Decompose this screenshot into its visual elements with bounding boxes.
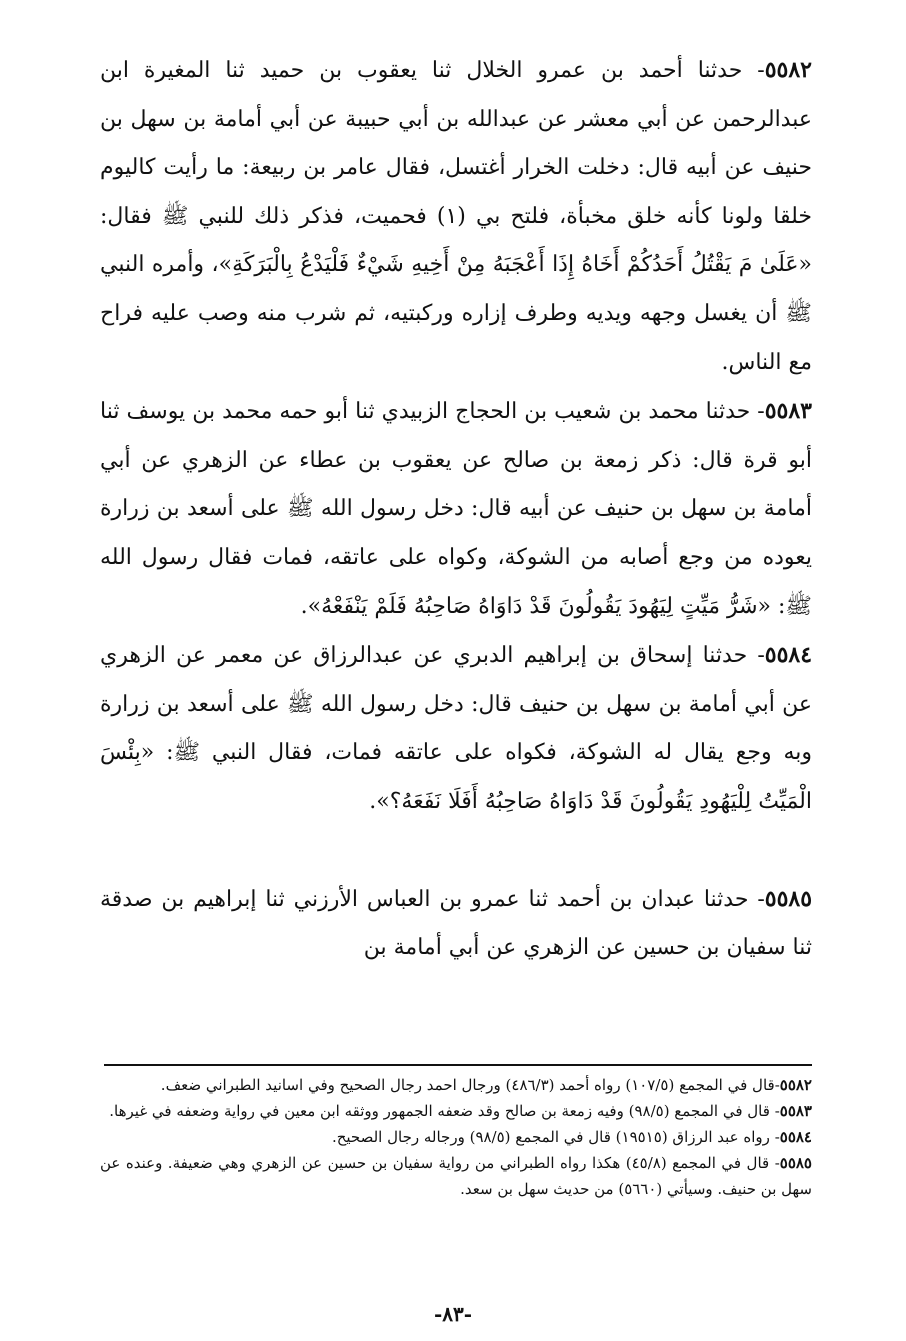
main-text: [100, 46, 812, 973]
hadith-number: ٥٥٨٣: [764, 398, 812, 425]
hadith-separator: -: [757, 886, 765, 912]
hadith-5584: [100, 631, 812, 826]
hadith-number: ٥٥٨٢: [764, 57, 812, 83]
footnote-5584: [100, 1124, 812, 1150]
hadith-quote: «بِئْسَ الْمَيِّتُ لِلْيَهُودِ يَقُولُونَ قَدْ دَاوَاهُ صَاحِبُهُ أَفَلَا نَفَعَهُ؟»: [100, 740, 812, 814]
hadith-number: ٥٥٨٥: [764, 885, 813, 912]
hadith-isnad: حدثنا عبدان بن أحمد ثنا عمرو بن العباس الأرزني ثنا إبراهيم بن صدقة ثنا سفيان بن حسين عن الزهري عن أبي أمامة بن: [100, 886, 812, 961]
page-number: -٨٣-: [433, 1302, 473, 1326]
footnote-5585: [100, 1150, 812, 1202]
hadith-isnad: حدثنا أحمد بن عمرو الخلال ثنا يعقوب بن حميد ثنا المغيرة ابن عبدالرحمن عن أبي معشر عن عبدالله بن أبي حبيبة عن أبي أمامة بن سهل بن حنيف عن أبيه قال: دخلت الخرار أغتسل، فقال عامر بن ربيعة: ما رأيت كاليوم خلقا ولونا كأنه خلق مخبأة، فلتح بي (١) فحميت، فذكر ذلك للنبي ﷺ فقال:: [100, 58, 812, 229]
hadith-after: .: [369, 788, 377, 814]
footnote-separator: -: [774, 1102, 780, 1120]
footnote-text: قال في المجمع (١٠٧/٥) رواه أحمد (٤٨٦/٣) ورجال احمد رجال الصحيح وفي اسانيد الطبراني ضعف.: [160, 1076, 775, 1094]
hadith-after: ، وأمره النبي ﷺ أن يغسل وجهه ويديه وطرف إزاره وركبتيه، ثم شرب منه وصب عليه فراح مع الناس.: [100, 252, 812, 375]
footnote-text: رواه عبد الرزاق (١٩٥١٥) قال في المجمع (٩٨/٥) ورجاله رجال الصحيح.: [331, 1128, 770, 1146]
footnote-number: ٥٥٨٢: [779, 1076, 812, 1094]
footnotes: [100, 1072, 812, 1202]
hadith-5585: [100, 875, 812, 973]
hadith-isnad: حدثنا محمد بن شعيب بن الحجاج الزبيدي ثنا أبو حمه محمد بن يوسف ثنا أبو قرة قال: ذكر زمعة بن صالح عن يعقوب بن عطاء عن الزهري عن أبي أمامة بن سهل بن حنيف عن أبيه قال: دخل رسول الله ﷺ على أسعد بن زرارة يعوده من وجع أصابه من الشوكة، وكواه على عاتقه، فمات فقال رسول الله ﷺ:: [100, 399, 812, 619]
hadith-5583: [100, 387, 812, 631]
footnote-number: ٥٥٨٤: [779, 1128, 812, 1146]
hadith-separator: -: [757, 399, 765, 425]
hadith-separator: -: [757, 58, 765, 83]
hadith-after: .: [300, 593, 308, 619]
hadith-separator: -: [757, 643, 765, 669]
footnote-5583: [100, 1098, 812, 1124]
footnote-5582: [100, 1072, 812, 1098]
hadith-5582: [100, 46, 812, 387]
footnote-separator: -: [774, 1128, 780, 1146]
footnote-divider: [104, 1064, 812, 1066]
footnote-separator: -: [774, 1154, 780, 1172]
footnote-text: قال في المجمع (٤٥/٨) هكذا رواه الطبراني من رواية سفيان بن حسين عن الزهري وهي ضعيفة. وعنده عن سهل بن حنيف. وسيأتي (٥٦٦٠) من حديث سهل بن سعد.: [100, 1154, 812, 1198]
footnote-separator: -: [774, 1076, 780, 1094]
footnote-text: قال في المجمع (٩٨/٥) وفيه زمعة بن صالح وقد ضعفه الجمهور ووثقه ابن معين في رواية وضعفه في غيرها.: [109, 1102, 770, 1120]
footnote-number: ٥٥٨٣: [779, 1102, 812, 1120]
hadith-number: ٥٥٨٤: [764, 642, 813, 669]
hadith-isnad: حدثنا إسحاق بن إبراهيم الدبري عن عبدالرزاق عن معمر عن الزهري عن أبي أمامة بن سهل بن حنيف قال: دخل رسول الله ﷺ على أسعد بن زرارة وبه وجع يقال له الشوكة، فكواه على عاتقه فمات، فقال النبي ﷺ:: [100, 643, 812, 766]
footnote-number: ٥٥٨٥: [779, 1154, 812, 1172]
hadith-quote: «شَرُّ مَيِّتٍ لِيَهُودَ يَقُولُونَ قَدْ دَاوَاهُ صَاحِبُهُ فَلَمْ يَنْفَعْهُ»: [307, 593, 771, 619]
hadith-quote: «عَلَىٰ مَ يَقْتُلُ أَحَدُكُمْ أَخَاهُ إِذَا أَعْجَبَهُ مِنْ أَخِيهِ شَيْءٌ فَلْيَدْعُ بِالْبَرَكَةِ»: [218, 252, 812, 278]
